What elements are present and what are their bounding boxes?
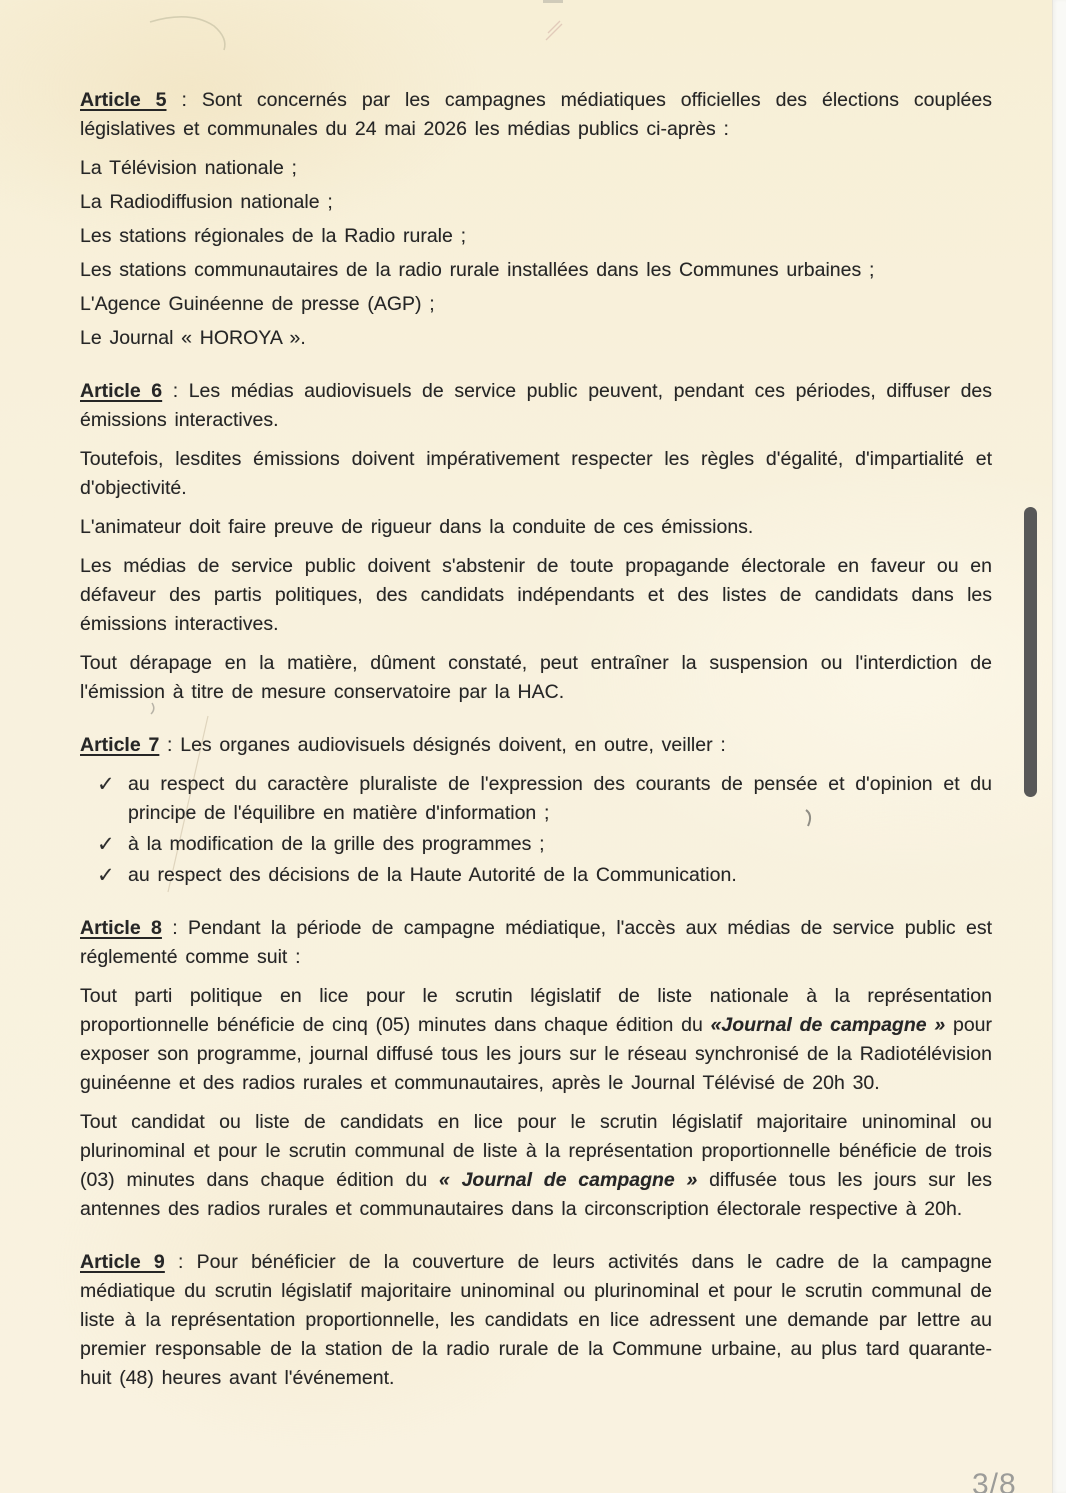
- paragraph-text: Tout candidat ou liste de candidats en lice pour le scrutin législatif majoritaire uninominal ou plurinominal et pour le scrutin communal de liste à la représentation proportionnelle bénéficie de trois (03) minutes dans chaque édition du: [80, 1111, 992, 1191]
- article-8-intro-text: : Pendant la période de campagne médiatique, l'accès aux médias de service public est réglementé comme suit :: [80, 917, 993, 968]
- page-number: 3/8: [972, 1468, 1017, 1493]
- article-9-intro: [80, 1248, 992, 1393]
- article-6-intro: [80, 377, 992, 435]
- paragraph: Toutefois, lesdites émissions doivent impérativement respecter les règles d'égalité, d'impartialité et d'objectivité.: [80, 448, 992, 499]
- paragraph: Les médias de service public doivent s'abstenir de toute propagande électorale en faveur ou en défaveur des partis politiques, des candidats indépendants et des listes de candidats dans les émissions interactives.: [80, 555, 992, 635]
- check-item-text: au respect des décisions de la Haute Autorité de la Communication.: [128, 864, 737, 886]
- article-7-label: Article 7: [80, 734, 160, 756]
- paragraph: Tout dérapage en la matière, dûment constaté, peut entraîner la suspension ou l'interdiction de l'émission à titre de mesure conservatoire par la HAC.: [80, 652, 992, 703]
- journal-de-campagne-emphasis: « Journal de campagne »: [438, 1169, 698, 1191]
- document-body: [80, 86, 992, 1393]
- article-5-intro: [80, 86, 992, 144]
- media-list-item: Les stations communautaires de la radio rurale installées dans les Communes urbaines ;: [80, 259, 875, 281]
- article-5-label: Article 5: [80, 89, 167, 111]
- paragraph: [80, 982, 992, 1098]
- media-list-item: La Radiodiffusion nationale ;: [80, 191, 333, 213]
- edge-smudge: [543, 0, 563, 3]
- article-9-intro-text: : Pour bénéficier de la couverture de leurs activités dans le cadre de la campagne médiatique du scrutin législatif majoritaire uninominal ou plurinominal et pour le scrutin communal de liste à la représentation proportionnelle, les candidats en lice adressent une demande par lettre au premier responsable de la station de la radio rurale de la Commune urbaine, au plus tard quarante-huit (48) heures avant l'événement.: [80, 1251, 993, 1389]
- checkmark-icon: ✓: [97, 833, 115, 856]
- media-list-item: L'Agence Guinéenne de presse (AGP) ;: [80, 293, 435, 315]
- check-list-item: [80, 770, 992, 828]
- paragraph-text: diffusée tous les jours sur les antennes des radios rurales et communautaires dans la circonscription électorale respective à 20h.: [80, 1169, 992, 1220]
- article-5-intro-text: : Sont concernés par les campagnes médiatiques officielles des élections couplées législatives et communales du 24 mai 2026 les médias publics ci-après :: [80, 89, 992, 140]
- journal-de-campagne-emphasis: «Journal de campagne »: [710, 1014, 946, 1036]
- article-section-7: [80, 731, 992, 890]
- pencil-scribble: [546, 21, 562, 40]
- paragraph: L'animateur doit faire preuve de rigueur dans la conduite de ces émissions.: [80, 516, 754, 538]
- article-section-5: [80, 86, 992, 353]
- checkmark-icon: ✓: [97, 773, 115, 796]
- paragraph: [80, 1108, 992, 1224]
- article-8-label: Article 8: [80, 917, 162, 939]
- article-section-8: [80, 914, 992, 1224]
- check-item-text: à la modification de la grille des programmes ;: [128, 833, 545, 855]
- article-section-9: [80, 1248, 992, 1393]
- check-list-item: [80, 861, 992, 890]
- pencil-mark: [150, 17, 225, 50]
- article-9-label: Article 9: [80, 1251, 165, 1273]
- article-6-label: Article 6: [80, 380, 163, 402]
- article-section-6: [80, 377, 992, 707]
- article-8-intro: [80, 914, 992, 972]
- media-list: [80, 154, 992, 353]
- article-7-intro-text: : Les organes audiovisuels désignés doivent, en outre, veiller :: [159, 734, 726, 756]
- media-list-item: Les stations régionales de la Radio rurale ;: [80, 225, 467, 247]
- article-7-intro: [80, 731, 992, 760]
- check-item-text: au respect du caractère pluraliste de l'expression des courants de pensée et d'opinion et du principe de l'équilibre en matière d'information ;: [128, 773, 992, 824]
- media-list-item: Le Journal « HOROYA ».: [80, 327, 306, 349]
- scrollbar-thumb[interactable]: [1024, 507, 1037, 797]
- check-list-item: [80, 830, 992, 859]
- paragraph-text: Tout parti politique en lice pour le scrutin législatif de liste nationale à la représentation proportionnelle bénéficie de cinq (05) minutes dans chaque édition du: [80, 985, 992, 1036]
- checkmark-icon: ✓: [97, 864, 115, 887]
- media-list-item: La Télévision nationale ;: [80, 157, 297, 179]
- page-edge: [1052, 0, 1066, 1493]
- check-list: [80, 770, 992, 890]
- article-6-intro-text: : Les médias audiovisuels de service public peuvent, pendant ces périodes, diffuser des émissions interactives.: [80, 380, 993, 431]
- paragraph-text: pour exposer son programme, journal diffusé tous les jours sur le réseau synchronisé de la Radiotélévision guinéenne et des radios rurales et communautaires, après le Journal Télévisé de 20h 30.: [80, 1014, 992, 1094]
